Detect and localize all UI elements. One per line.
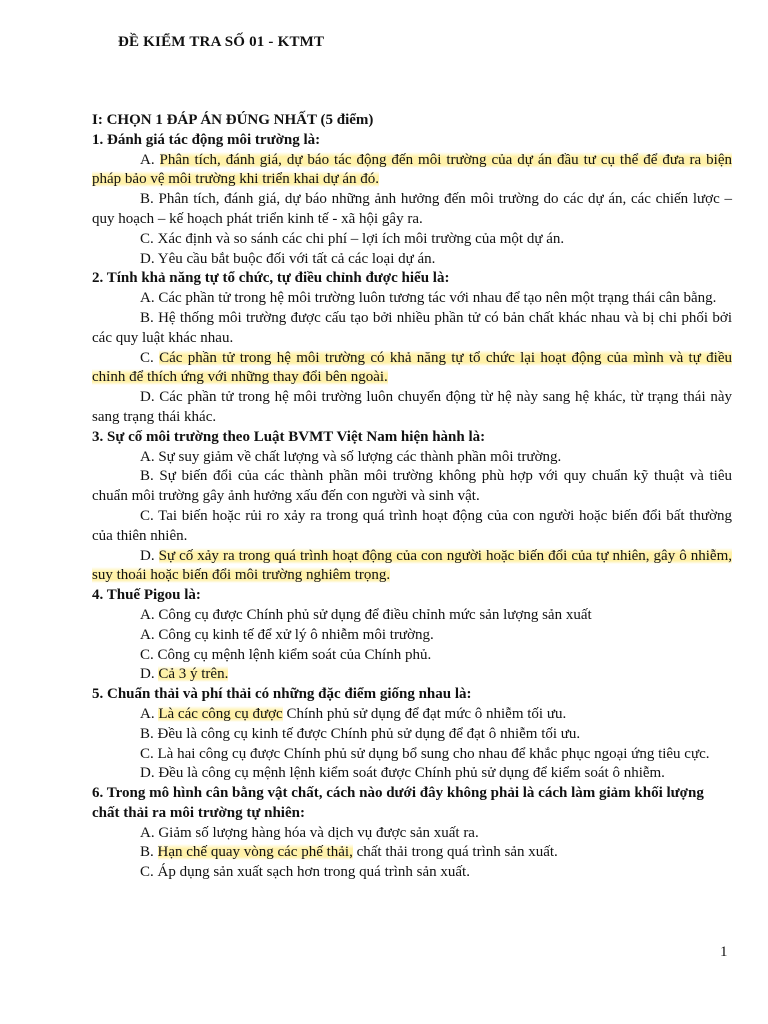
option-label: C. xyxy=(140,349,160,366)
highlighted-answer: Hạn chế quay vòng các phế thải, xyxy=(157,844,353,861)
question-6: 6. Trong mô hình cân bằng vật chất, cách nào dưới đây không phải là cách làm giảm khối lượng chất thải ra môi trường tự nhiên: xyxy=(92,785,704,821)
question-5-option-a xyxy=(92,705,732,725)
option-text: chất thải trong quá trình sản xuất. xyxy=(352,844,558,861)
question-6-option-c: C. Áp dụng sản xuất sạch hơn trong quá trình sản xuất. xyxy=(140,864,470,881)
highlighted-answer: Cả 3 ý trên. xyxy=(158,666,229,683)
question-5-option-c: C. Là hai công cụ được Chính phủ sử dụng bổ sung cho nhau để khắc phục ngoại ứng tiêu cực. xyxy=(140,745,710,762)
question-3-option-c: C. Tai biến hoặc rủi ro xảy ra trong quá trình hoạt động của con người hoặc biến đổi bất thường của thiên nhiên. xyxy=(92,507,732,544)
highlighted-answer: Sự cố xảy ra trong quá trình hoạt động của con người hoặc biến đổi của tự nhiên, gây ô nhiễm, suy thoái hoặc biến đổi môi trường nghiêm trọng. xyxy=(92,547,732,584)
option-label: B. xyxy=(140,844,158,861)
question-6-option-a: A. Giảm số lượng hàng hóa và dịch vụ được sản xuất ra. xyxy=(140,824,479,841)
question-2-option-a: A. Các phần tử trong hệ môi trường luôn tương tác với nhau để tạo nên một trạng thái cân bằng. xyxy=(140,290,717,307)
option-text: Chính phủ sử dụng để đạt mức ô nhiễm tối ưu. xyxy=(282,705,567,722)
question-4-option-b: A. Công cụ kinh tế để xử lý ô nhiễm môi trường. xyxy=(140,626,434,643)
question-1-option-c: C. Xác định và so sánh các chi phí – lợi ích môi trường của một dự án. xyxy=(140,230,565,247)
question-5-option-b: B. Đều là công cụ kinh tế được Chính phủ sử dụng để đạt ô nhiễm tối ưu. xyxy=(140,725,581,742)
question-1-option-a xyxy=(92,151,732,191)
question-5: 5. Chuẩn thải và phí thải có những đặc điểm giống nhau là: xyxy=(92,686,472,703)
option-label: A. xyxy=(140,705,159,722)
question-6-option-b xyxy=(92,843,732,863)
document-title: ĐỀ KIỂM TRA SỐ 01 - KTMT xyxy=(118,34,325,50)
question-4: 4. Thuế Pigou là: xyxy=(92,587,201,604)
question-4-option-d xyxy=(92,665,732,685)
question-2-option-b: B. Hệ thống môi trường được cấu tạo bởi nhiều phần tử có bản chất khác nhau và bị chi phối bởi các quy luật khác nhau. xyxy=(92,309,732,346)
question-2-option-c xyxy=(92,349,732,389)
question-4-option-a: A. Công cụ được Chính phủ sử dụng để điều chỉnh mức sản lượng sản xuất xyxy=(140,606,592,623)
document-body xyxy=(92,111,732,883)
highlighted-answer: Các phần tử trong hệ môi trường có khả năng tự tổ chức lại hoạt động của mình và tự điều chỉnh để thích ứng với những thay đổi bên ngoài. xyxy=(92,349,732,386)
option-label: D. xyxy=(140,547,159,564)
page-number: 1 xyxy=(720,944,728,960)
option-label: D. xyxy=(140,666,159,683)
question-3-option-b: B. Sự biến đổi của các thành phần môi trường không phù hợp với quy chuẩn kỹ thuật và tiêu chuẩn môi trường gây ảnh hưởng xấu đến con người và sinh vật. xyxy=(92,468,732,505)
highlighted-answer: Là các công cụ được xyxy=(158,705,283,722)
section-heading: I: CHỌN 1 ĐÁP ÁN ĐÚNG NHẤT (5 điểm) xyxy=(92,112,374,128)
highlighted-answer: Phân tích, đánh giá, dự báo tác động đến môi trường của dự án đầu tư cụ thể để đưa ra biện pháp bảo vệ môi trường khi triển khai dự án đó. xyxy=(92,151,732,188)
question-4-option-c: C. Công cụ mệnh lệnh kiểm soát của Chính phủ. xyxy=(140,646,432,663)
question-3-option-d xyxy=(92,547,732,587)
question-2-option-d: D. Các phần tử trong hệ môi trường luôn chuyển động từ hệ này sang hệ khác, từ trạng thái này sang trạng thái khác. xyxy=(92,389,732,425)
question-3-option-a: A. Sự suy giảm về chất lượng và số lượng các thành phần môi trường. xyxy=(140,448,562,465)
question-3: 3. Sự cố môi trường theo Luật BVMT Việt Nam hiện hành là: xyxy=(92,428,486,445)
option-label: A. xyxy=(140,151,160,168)
question-5-option-d: D. Đều là công cụ mệnh lệnh kiểm soát được Chính phủ sử dụng để kiểm soát ô nhiễm. xyxy=(140,765,665,782)
question-2: 2. Tính khả năng tự tổ chức, tự điều chỉnh được hiểu là: xyxy=(92,270,450,287)
question-1-option-b: B. Phân tích, đánh giá, dự báo những ảnh hưởng đến môi trường do các dự án, các chiến lược – quy hoạch – kế hoạch phát triển kinh tế - xã hội gây ra. xyxy=(92,191,732,227)
question-1: 1. Đánh giá tác động môi trường là: xyxy=(92,131,321,148)
question-1-option-d: D. Yêu cầu bắt buộc đối với tất cả các loại dự án. xyxy=(140,250,436,267)
